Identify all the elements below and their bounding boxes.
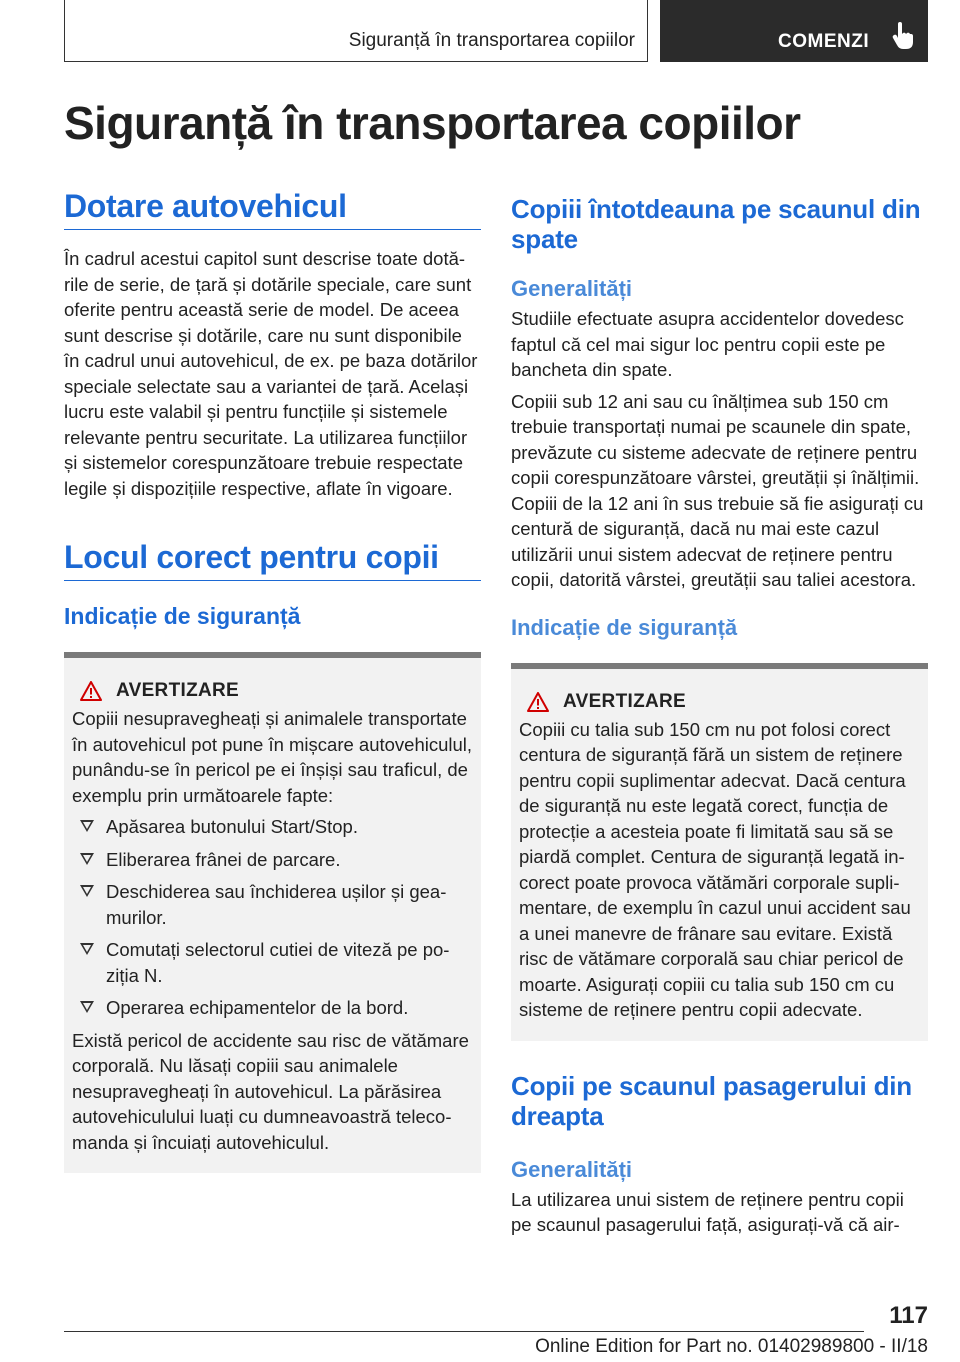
list-item: Comutați selectorul cutiei de viteză pe poziția N.: [72, 937, 473, 988]
warning-box-right: [511, 663, 928, 1041]
chapter-tab-label: COMENZI: [778, 31, 870, 52]
section-header-box: [64, 0, 648, 62]
heading-rear-seat: Copiii întotdeauna pe scaunul din spate: [511, 194, 921, 254]
warning-triangle-icon: [80, 681, 102, 701]
heading-correct-place: Locul corect pentru copii: [64, 539, 481, 581]
heading-safety-note-left: Indicație de siguranță: [64, 603, 301, 629]
paragraph-general-2: La utilizarea unui sistem de reținere pentru copii pe scaunul pasagerului față, asigurați-vă că air-: [511, 1188, 904, 1235]
heading-general-1: Generalități: [511, 276, 633, 301]
triangle-bullet-icon: [80, 853, 94, 865]
list-item: Operarea echipamentelor de la bord.: [72, 995, 473, 1021]
paragraph-general-1b: Copiii sub 12 ani sau cu înălțimea sub 150 cm trebuie transportați numai pe scaunele din spate, prevăzute cu sisteme adecvate de reținere pentru copii corespunzătoare vârstei, greutății și înălțimii. Copiii de la 12 ani în sus trebuie să fie asigurați cu centură de siguranță, dacă nu mai este cazul utilizării unui sistem adecvat de reținere pentru copii, datorită vârstei, greutății sau taliei acestora.: [511, 390, 924, 590]
chapter-tab[interactable]: [660, 0, 928, 62]
list-item: Apăsarea butonului Start/Stop.: [72, 814, 473, 840]
triangle-bullet-icon: [80, 943, 94, 955]
right-column: [511, 188, 928, 1238]
footer-divider: [64, 1331, 864, 1332]
warning-triangle-icon: [527, 692, 549, 712]
left-column: [64, 188, 481, 1173]
warning-label-left: AVERTIZARE: [116, 680, 239, 701]
warning-header-right: [519, 691, 920, 713]
triangle-bullet-icon: [80, 1001, 94, 1013]
heading-safety-note-right: Indicație de siguranță: [511, 614, 738, 640]
triangle-bullet-icon: [80, 885, 94, 897]
warning-box-left: [64, 652, 481, 1173]
footer-edition: Online Edition for Part no. 01402989800 - II/18: [535, 1336, 928, 1357]
heading-front-passenger: Copii pe scaunul pasagerului din dreapta: [511, 1070, 912, 1131]
paragraph-general-1a: Studiile efectuate asupra accidentelor dovedesc faptul că cel mai sigur loc pentru copii este pe bancheta din spate.: [511, 308, 904, 380]
warning-intro-left: Copiii nesupravegheați și animalele transportate în autovehicul pot pune în mișcare autovehiculul, punându-se în pericol pe ei înșiși sau traficul, de exemplu prin următoarele fapte:: [72, 708, 473, 806]
triangle-bullet-icon: [80, 820, 94, 832]
warning-label-right: AVERTIZARE: [563, 690, 686, 712]
warning-list-left: [72, 814, 473, 1021]
warning-outro-left: Există pericol de accidente sau risc de vătămare corporală. Nu lăsați copiii sau animalele nesupravegheați în autovehicul. La părăsirea autovehiculului luați cu dumneavoastră telecomanda și încuiați autovehiculul.: [72, 1029, 469, 1153]
page-header: [64, 0, 928, 66]
page-number: 117: [889, 1302, 928, 1329]
warning-header-left: [72, 680, 473, 702]
section-header-title: Siguranță în transportarea copiilor: [348, 30, 635, 51]
heading-general-2: Generalități: [511, 1156, 633, 1182]
page-title: Siguranță în transportarea copiilor: [64, 97, 801, 149]
hand-pointer-icon: [892, 22, 914, 50]
heading-vehicle-equipment: Dotare autovehicul: [64, 188, 481, 230]
paragraph-vehicle-equipment: În cadrul acestui capitol sunt descrise toate dotările de serie, de țară și dotările speciale, care sunt oferite pentru această serie de model. De aceea sunt descrise și dotările, care nu sunt disponibile în cadrul unui autovehicul, de ex. pe baza dotărilor speciale selectate sau a variantei de țară. Același lucru este valabil și pentru funcțiile și sistemele relevante pentru securitate. La utilizarea funcțiilor și sistemelor corespunzătoare trebuie respectate legile și dispozițiile respective, aflate în vigoare.: [64, 248, 478, 499]
list-item: Eliberarea frânei de parcare.: [72, 847, 473, 873]
warning-text-right: Copiii cu talia sub 150 cm nu pot folosi corect centura de siguranță fără un sistem de reținere pentru copii suplimentar adecvat. Dacă centura de siguranță nu este legată corect, funcția de protecție a acesteia poate fi limitată sau să se piardă complet. Centura de siguranță legată incorect poate provoca vătămări corporale suplimentare, de exemplu în cazul unui accident sau a unei manevre de frânare sau evitare. Există risc de vătămare corporală sau chiar pericol de moarte. Asigurați copiii cu talia sub 150 cm cu sisteme de reținere pentru copii adecvate.: [519, 718, 911, 1020]
list-item: Deschiderea sau închiderea ușilor și geamurilor.: [72, 879, 473, 930]
